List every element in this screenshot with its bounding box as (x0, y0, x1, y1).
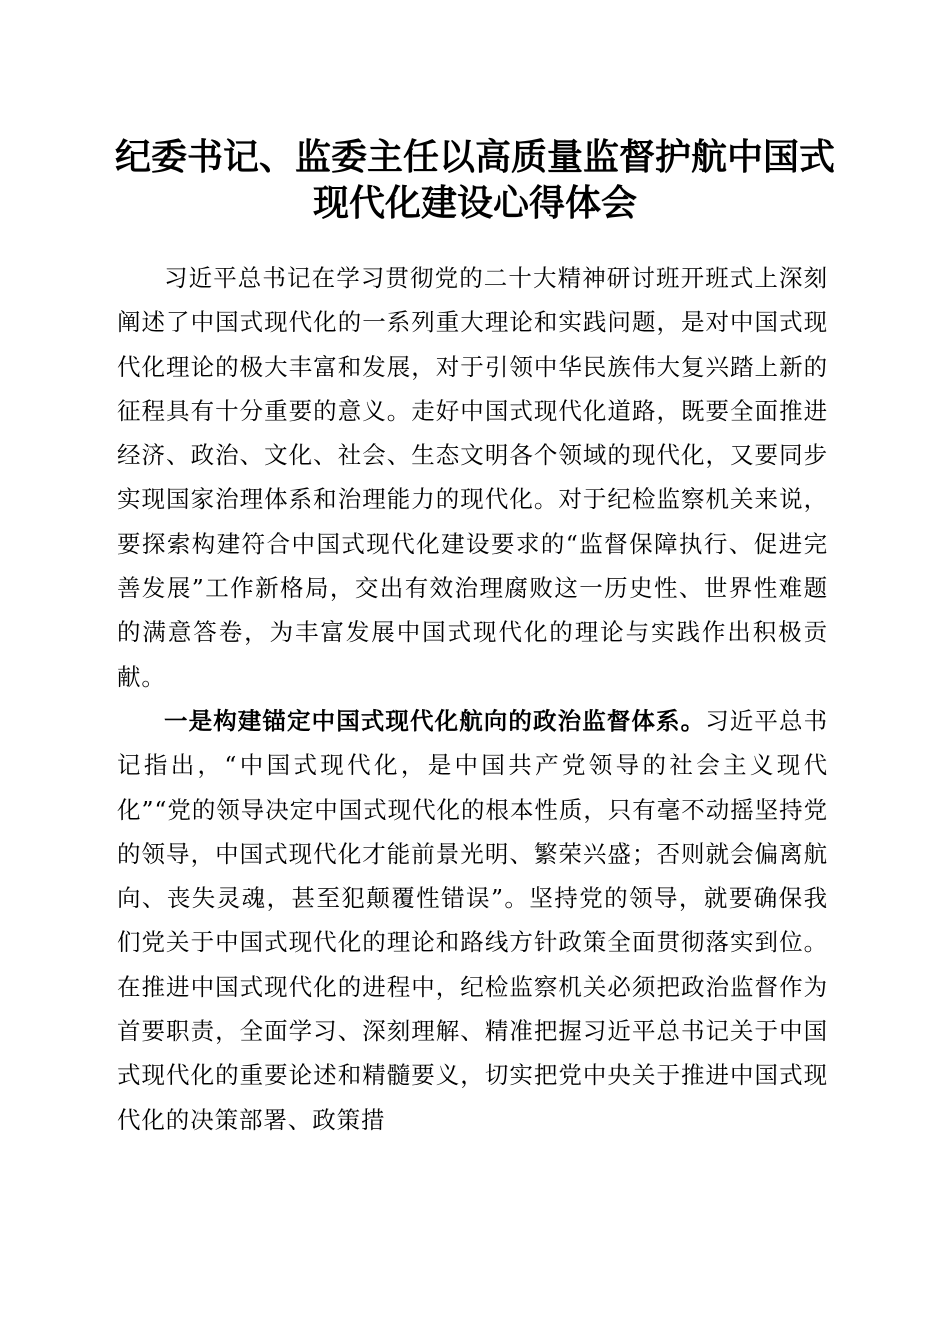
paragraph-intro (117, 256, 828, 699)
paragraph-text: 习近平总书记在学习贯彻党的二十大精神研讨班开班式上深刻阐述了中国式现代化的一系列重大理论和实践问题，是对中国式现代化理论的极大丰富和发展，对于引领中华民族伟大复兴踏上新的征程具有十分重要的意义。走好中国式现代化道路，既要全面推进经济、政治、文化、社会、生态文明各个领域的现代化，又要同步实现国家治理体系和治理能力的现代化。对于纪检监察机关来说，要探索构建符合中国式现代化建设要求的“监督保障执行、促进完善发展”工作新格局，交出有效治理腐败这一历史性、世界性难题的满意答卷，为丰富发展中国式现代化的理论与实践作出积极贡献。 (117, 264, 828, 691)
paragraph-lead-heading: 一是构建锚定中国式现代化航向的政治监督体系。 (164, 706, 706, 735)
paragraph-text: 习近平总书记指出，“中国式现代化，是中国共产党领导的社会主义现代化”“党的领导决定中国式现代化的根本性质，只有毫不动摇坚持党的领导，中国式现代化才能前景光明、繁荣兴盛；否则就会偏离航向、丧失灵魂，甚至犯颠覆性错误”。坚持党的领导，就要确保我们党关于中国式现代化的理论和路线方针政策全面贯彻落实到位。在推进中国式现代化的进程中，纪检监察机关必须把政治监督作为首要职责，全面学习、深刻理解、精准把握习近平总书记关于中国式现代化的重要论述和精髓要义，切实把党中央关于推进中国式现代化的决策部署、政策措 (117, 706, 829, 1134)
document-title: 纪委书记、监委主任以高质量监督护航中国式现代化建设心得体会 (114, 136, 835, 224)
paragraph-point-one (117, 699, 828, 1142)
document-body (117, 256, 828, 1142)
